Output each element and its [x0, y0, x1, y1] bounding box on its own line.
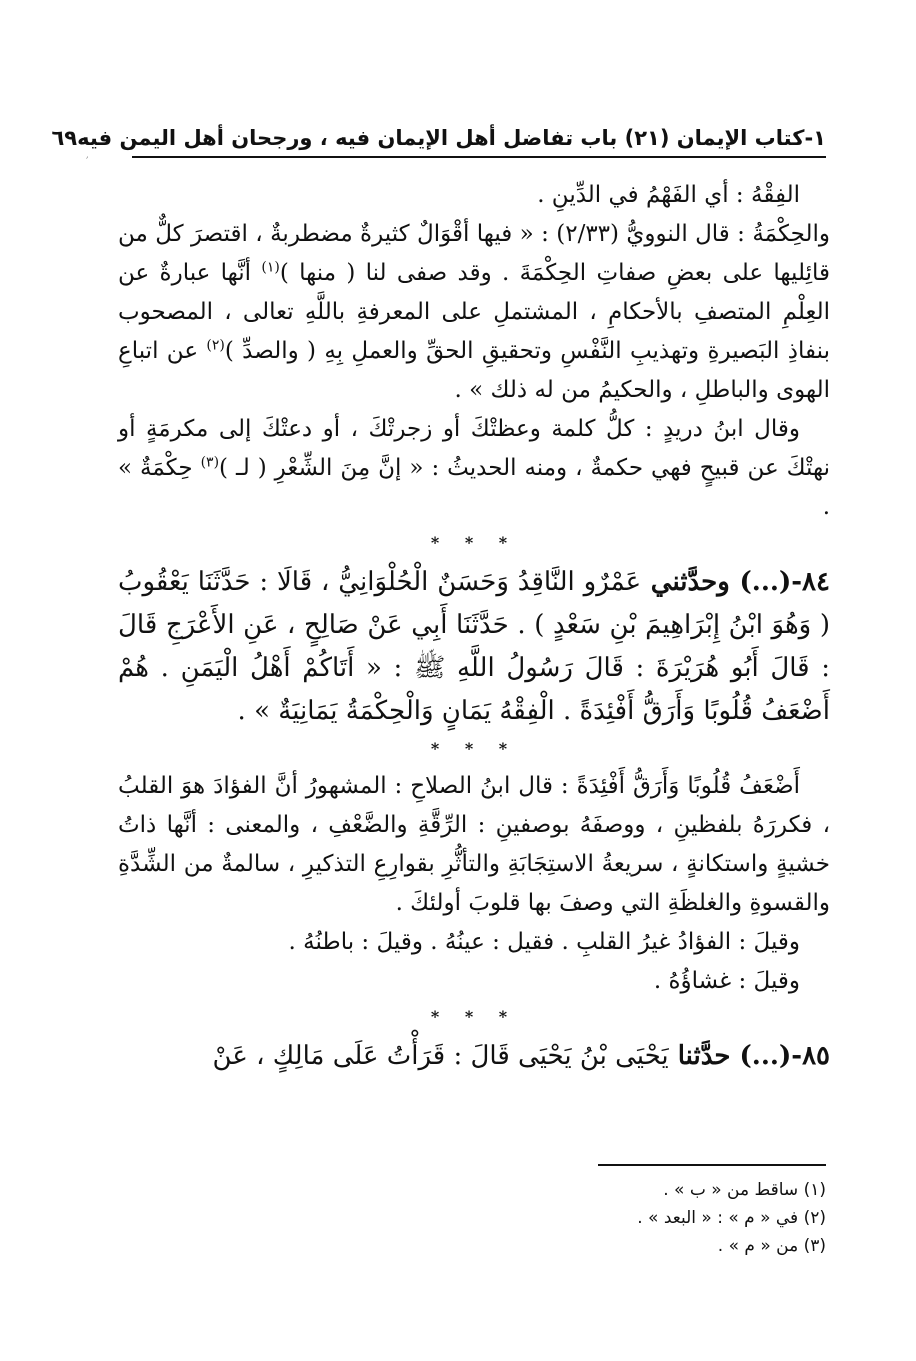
- footnote-3: (٣) من « م » .: [717, 1236, 826, 1256]
- header-title: ١-كتاب الإيمان (٢١) باب تفاضل أهل الإيمان فيه ، ورجحان أهل اليمن فيه: [77, 126, 826, 150]
- hadith-85-number: ٨٥-(...): [739, 1041, 830, 1071]
- section-separator: * * *: [430, 739, 518, 758]
- footnote-ref-2: (٢): [206, 337, 225, 354]
- hadith-85-lead: حدَّثنا: [668, 1041, 740, 1071]
- commentary-ibn-durayd: [118, 410, 830, 527]
- hadith-85: [118, 1035, 830, 1078]
- commentary-ghisha: وقيلَ : غشاؤُهُ .: [653, 968, 800, 994]
- footnote-ref-3: (٣): [200, 454, 220, 471]
- commentary-hikma-part1: والحِكْمَةُ : قال النوويُّ (٢/٣٣) : « فيها أقْوَالٌ كثيرةٌ مضطربةٌ ، اقتصرَ كلٌّ من قائِليها على بعضِ صفاتِ الحِكْمَةَ . وقد صفى لنا ( منها ): [118, 221, 830, 286]
- page-number: ٦٩: [51, 126, 78, 150]
- commentary-qulub: أَضْعَفُ قُلُوبًا وَأَرَقُّ أَفْئِدَةً : قال ابنُ الصلاحِ : المشهورُ أنَّ الفؤادَ هوَ القلبُ ، فكررَهُ بلفظينِ ، ووصفَهُ بوصفينِ : الرِّقَّةِ والضَّعْفِ ، والمعنى : أنَّها ذاتُ خشيةٍ واستكانةٍ ، سريعةُ الاستِجَابَةِ والتأثُّرِ بقوارِعِ التذكيرِ ، سالمةٌ من الشِّدَّةِ والقسوةِ والغلظَةِ التي وصفَ بها قلوبَ أولئكَ .: [118, 773, 830, 916]
- hadith-84-lead: وحدَّثني: [641, 567, 740, 597]
- commentary-ibn-durayd-part1: وقال ابنُ دريدٍ : كلُّ كلمة وعظتْكَ أو زجرتْكَ ، أو دعتْكَ إلى مكرمَةٍ أو نهتْكَ عن قبيحٍ فهي حكمةٌ ، ومنه الحديثُ : « إنَّ مِنَ الشِّعْرِ ( لـ ): [118, 416, 830, 481]
- commentary-hikma-part2: أنَّها عبارةٌ عن العِلْمِ المتصفِ بالأحكامِ ، المشتملِ على المعرفةِ باللَّهِ تعالى ، المصحوب بنفاذِ البَصيرةِ وتهذيبِ النَّفْسِ وتحقيقِ الحقِّ والعملِ بِهِ ( والصدِّ ): [118, 260, 830, 364]
- commentary-hikma: [118, 215, 830, 410]
- commentary-ibn-durayd-part2: حِكْمَةٌ » .: [118, 455, 830, 520]
- hadith-84-text: عَمْرٌو النَّاقِدُ وَحَسَنٌ الْحُلْوَانِيُّ ، قَالَا : حَدَّثَنَا يَعْقُوبُ ( وَهُوَ ابْنُ إِبْرَاهِيمَ بْنِ سَعْدٍ ) . حَدَّثَنَا أَبِي عَنْ صَالِحٍ ، عَنِ الأَعْرَجِ قَالَ : قَالَ أَبُو هُرَيْرَةَ : قَالَ رَسُولُ اللَّهِ ﷺ : « أَتَاكُمْ أَهْلُ الْيَمَنِ . هُمْ أَضْعَفُ قُلُوبًا وَأَرَقُّ أَفْئِدَةً . الْفِقْهُ يَمَانٍ وَالْحِكْمَةُ يَمَانِيَةٌ » .: [118, 567, 830, 726]
- commentary-fuad: وقيلَ : الفؤادُ غيرُ القلبِ . فقيل : عينُهُ . وقيلَ : باطنُهُ .: [288, 929, 800, 955]
- footnote-2: (٢) في « م » : « البعد » .: [637, 1208, 826, 1228]
- hadith-84-number: ٨٤-(...): [739, 567, 830, 597]
- running-header: [51, 118, 826, 158]
- footnote-rule: [598, 1164, 826, 1166]
- scan-mark: ׳: [86, 154, 89, 165]
- hadith-85-text: يَحْيَى بْنُ يَحْيَى قَالَ : قَرَأْتُ عَلَى مَالِكٍ ، عَنْ: [212, 1041, 669, 1071]
- footnote-ref-1: (١): [261, 259, 280, 276]
- footnotes: [480, 1176, 826, 1260]
- section-separator: * * *: [430, 1007, 518, 1026]
- main-text: [118, 176, 830, 1078]
- footnote-1: (١) ساقط من « ب » .: [663, 1180, 826, 1200]
- section-separator: * * *: [430, 533, 518, 552]
- commentary-hikma-part3: عن اتباعِ الهوى والباطلِ ، والحكيمُ من له ذلك » .: [118, 338, 830, 403]
- hadith-84: [118, 561, 830, 733]
- commentary-fiqh: الفِقْهُ : أي الفَهْمُ في الدِّينِ .: [537, 182, 800, 208]
